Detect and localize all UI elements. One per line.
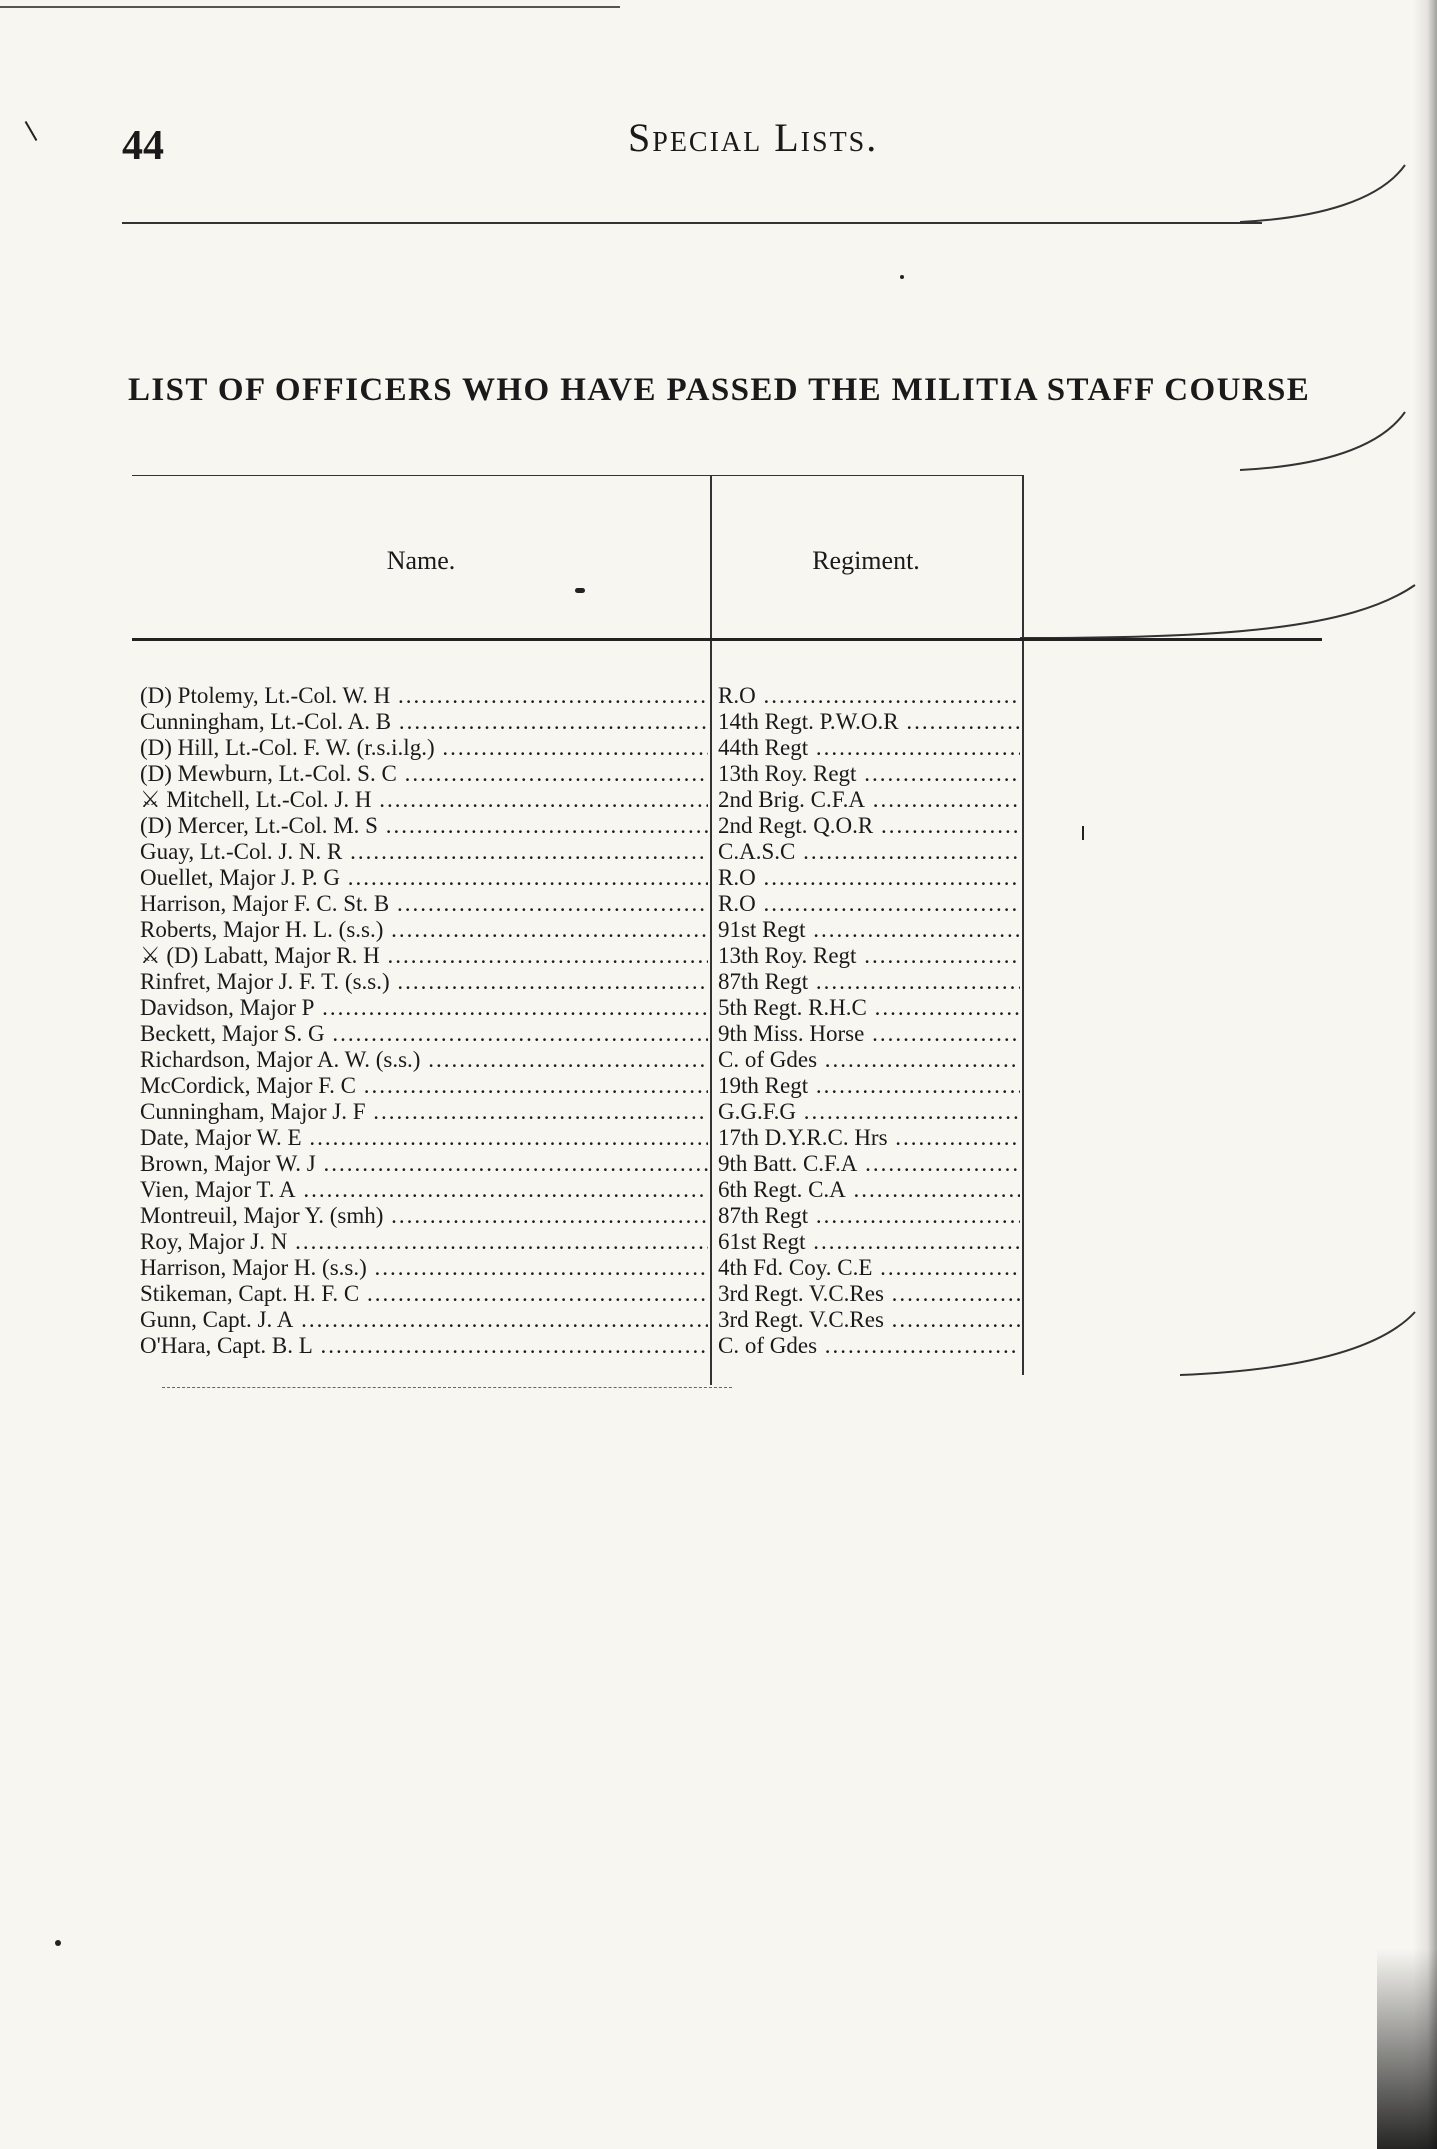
officer-name: Brown, Major W. J ..... bbox=[140, 1150, 708, 1177]
officer-name: Montreuil, Major Y. (smh) ..... bbox=[140, 1202, 708, 1229]
table-row bbox=[140, 916, 1040, 943]
regiment: 6th Regt. C.A ..... bbox=[718, 1176, 1020, 1203]
header-rule bbox=[122, 222, 1262, 224]
table-row bbox=[140, 1046, 1040, 1073]
officer-name: Cunningham, Lt.-Col. A. B ..... bbox=[140, 708, 708, 735]
regiment: 13th Roy. Regt ..... bbox=[718, 760, 1020, 787]
scan-speck bbox=[55, 1940, 61, 1946]
regiment-column-header: Regiment. bbox=[812, 546, 920, 575]
table-row bbox=[140, 942, 1040, 969]
table-row bbox=[140, 994, 1040, 1021]
regiment: R.O ..... bbox=[718, 864, 1020, 891]
table-row bbox=[140, 1020, 1040, 1047]
table-row bbox=[140, 864, 1040, 891]
regiment: 5th Regt. R.H.C ..... bbox=[718, 994, 1020, 1021]
table-row bbox=[140, 1254, 1040, 1281]
table-top-rule bbox=[132, 475, 1022, 476]
officer-name: Harrison, Major F. C. St. B ..... bbox=[140, 890, 708, 917]
scan-speck bbox=[575, 588, 585, 593]
officer-name: Stikeman, Capt. H. F. C ..... bbox=[140, 1280, 708, 1307]
officer-name: (D) Hill, Lt.-Col. F. W. (r.s.i.lg.) ..... bbox=[140, 734, 708, 761]
officer-name: McCordick, Major F. C ..... bbox=[140, 1072, 708, 1099]
table-row bbox=[140, 682, 1040, 709]
officer-name: (D) Mewburn, Lt.-Col. S. C ..... bbox=[140, 760, 708, 787]
officer-name: Harrison, Major H. (s.s.) ..... bbox=[140, 1254, 708, 1281]
table-bottom-rule bbox=[162, 1387, 732, 1388]
regiment: 9th Batt. C.F.A ..... bbox=[718, 1150, 1020, 1177]
table-row bbox=[140, 1280, 1040, 1307]
table-row bbox=[140, 760, 1040, 787]
regiment: 2nd Brig. C.F.A ..... bbox=[718, 786, 1020, 813]
page-curl-line bbox=[1240, 410, 1410, 490]
officer-name: (D) Ptolemy, Lt.-Col. W. H ..... bbox=[140, 682, 708, 709]
regiment: 2nd Regt. Q.O.R ..... bbox=[718, 812, 1020, 839]
table-row bbox=[140, 968, 1040, 995]
page-curl-line bbox=[1180, 1310, 1420, 1380]
table-row bbox=[140, 1098, 1040, 1125]
section-title: LIST OF OFFICERS WHO HAVE PASSED THE MILITIA STAFF COURSE bbox=[128, 372, 1311, 408]
page-corner-shadow bbox=[1377, 1949, 1437, 2149]
officer-name: Rinfret, Major J. F. T. (s.s.) ..... bbox=[140, 968, 708, 995]
officer-name: Ouellet, Major J. P. G ..... bbox=[140, 864, 708, 891]
running-title: Special Lists. bbox=[628, 115, 879, 160]
name-column-header: Name. bbox=[386, 546, 456, 575]
officer-name: Vien, Major T. A ..... bbox=[140, 1176, 708, 1203]
scan-speck bbox=[1082, 826, 1084, 840]
regiment: C.A.S.C ..... bbox=[718, 838, 1020, 865]
officer-name: Roberts, Major H. L. (s.s.) ..... bbox=[140, 916, 708, 943]
table-row bbox=[140, 812, 1040, 839]
officer-name: ⚔ (D) Labatt, Major R. H ..... bbox=[140, 942, 708, 969]
table-row bbox=[140, 1150, 1040, 1177]
regiment: 9th Miss. Horse ..... bbox=[718, 1020, 1020, 1047]
regiment: C. of Gdes ..... bbox=[718, 1332, 1020, 1359]
regiment: 3rd Regt. V.C.Res ..... bbox=[718, 1280, 1020, 1307]
page-curl-line bbox=[1240, 160, 1410, 240]
regiment: R.O ..... bbox=[718, 890, 1020, 917]
officer-name: (D) Mercer, Lt.-Col. M. S ..... bbox=[140, 812, 708, 839]
table-row bbox=[140, 734, 1040, 761]
regiment: 14th Regt. P.W.O.R ..... bbox=[718, 708, 1020, 735]
officer-name: Gunn, Capt. J. A ..... bbox=[140, 1306, 708, 1333]
table-row bbox=[140, 1176, 1040, 1203]
table-row bbox=[140, 1306, 1040, 1333]
table-row bbox=[140, 1072, 1040, 1099]
regiment: C. of Gdes ..... bbox=[718, 1046, 1020, 1073]
officer-name: ⚔ Mitchell, Lt.-Col. J. H ..... bbox=[140, 786, 708, 813]
regiment: 91st Regt ..... bbox=[718, 916, 1020, 943]
table-row bbox=[140, 1202, 1040, 1229]
officer-name: Date, Major W. E ..... bbox=[140, 1124, 708, 1151]
officer-name: Cunningham, Major J. F ..... bbox=[140, 1098, 708, 1125]
officer-name: O'Hara, Capt. B. L ..... bbox=[140, 1332, 708, 1359]
regiment: R.O ..... bbox=[718, 682, 1020, 709]
table-row bbox=[140, 1124, 1040, 1151]
table-row bbox=[140, 786, 1040, 813]
officer-name: Roy, Major J. N ..... bbox=[140, 1228, 708, 1255]
officer-name: Davidson, Major P ..... bbox=[140, 994, 708, 1021]
regiment: 13th Roy. Regt ..... bbox=[718, 942, 1020, 969]
table-row bbox=[140, 1332, 1040, 1359]
table-row bbox=[140, 708, 1040, 735]
table-row bbox=[140, 838, 1040, 865]
regiment: G.G.F.G ..... bbox=[718, 1098, 1020, 1125]
scan-speck bbox=[25, 121, 38, 141]
table-row bbox=[140, 1228, 1040, 1255]
regiment: 87th Regt ..... bbox=[718, 968, 1020, 995]
page-shadow bbox=[1413, 0, 1437, 2149]
officer-name: Beckett, Major S. G ..... bbox=[140, 1020, 708, 1047]
officer-name: Guay, Lt.-Col. J. N. R ..... bbox=[140, 838, 708, 865]
table-header-rule bbox=[132, 638, 1322, 641]
regiment: 4th Fd. Coy. C.E ..... bbox=[718, 1254, 1020, 1281]
officer-name: Richardson, Major A. W. (s.s.) ..... bbox=[140, 1046, 708, 1073]
scan-speck bbox=[900, 275, 904, 279]
regiment: 87th Regt ..... bbox=[718, 1202, 1020, 1229]
table-row bbox=[140, 890, 1040, 917]
regiment: 3rd Regt. V.C.Res ..... bbox=[718, 1306, 1020, 1333]
regiment: 61st Regt ..... bbox=[718, 1228, 1020, 1255]
page-edge-line bbox=[0, 6, 620, 8]
page-number: 44 bbox=[122, 123, 164, 169]
regiment: 19th Regt ..... bbox=[718, 1072, 1020, 1099]
regiment: 17th D.Y.R.C. Hrs ..... bbox=[718, 1124, 1020, 1151]
regiment: 44th Regt ..... bbox=[718, 734, 1020, 761]
